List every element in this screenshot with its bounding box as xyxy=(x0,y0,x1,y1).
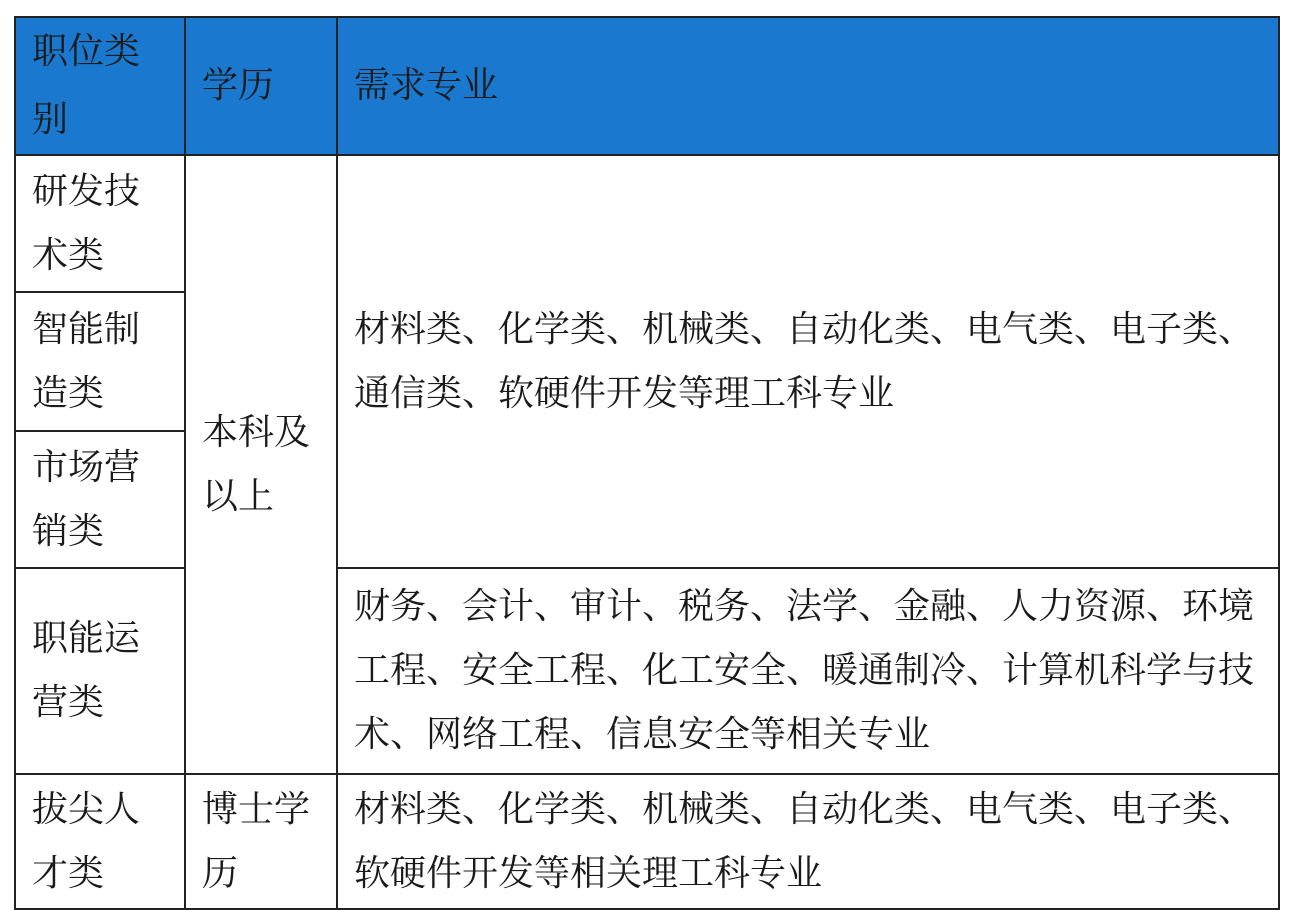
header-education: 学历 xyxy=(185,17,337,155)
category-cell: 市场营销类 xyxy=(15,431,185,568)
education-cell: 博士学历 xyxy=(185,774,337,909)
category-cell: 研发技术类 xyxy=(15,155,185,292)
table-row xyxy=(15,774,1279,909)
category-cell: 智能制造类 xyxy=(15,292,185,431)
category-cell: 职能运营类 xyxy=(15,568,185,774)
majors-cell: 材料类、化学类、机械类、自动化类、电气类、电子类、通信类、软硬件开发等理工科专业 xyxy=(337,155,1279,568)
majors-cell: 财务、会计、审计、税务、法学、金融、人力资源、环境工程、安全工程、化工安全、暖通制冷、计算机科学与技术、网络工程、信息安全等相关专业 xyxy=(337,568,1279,774)
category-cell: 拔尖人才类 xyxy=(15,774,185,909)
education-cell: 本科及以上 xyxy=(185,155,337,774)
header-category: 职位类别 xyxy=(15,17,185,155)
table-row xyxy=(15,155,1279,292)
recruitment-table xyxy=(14,16,1280,910)
majors-cell: 材料类、化学类、机械类、自动化类、电气类、电子类、软硬件开发等相关理工科专业 xyxy=(337,774,1279,909)
table-header-row xyxy=(15,17,1279,155)
header-majors: 需求专业 xyxy=(337,17,1279,155)
